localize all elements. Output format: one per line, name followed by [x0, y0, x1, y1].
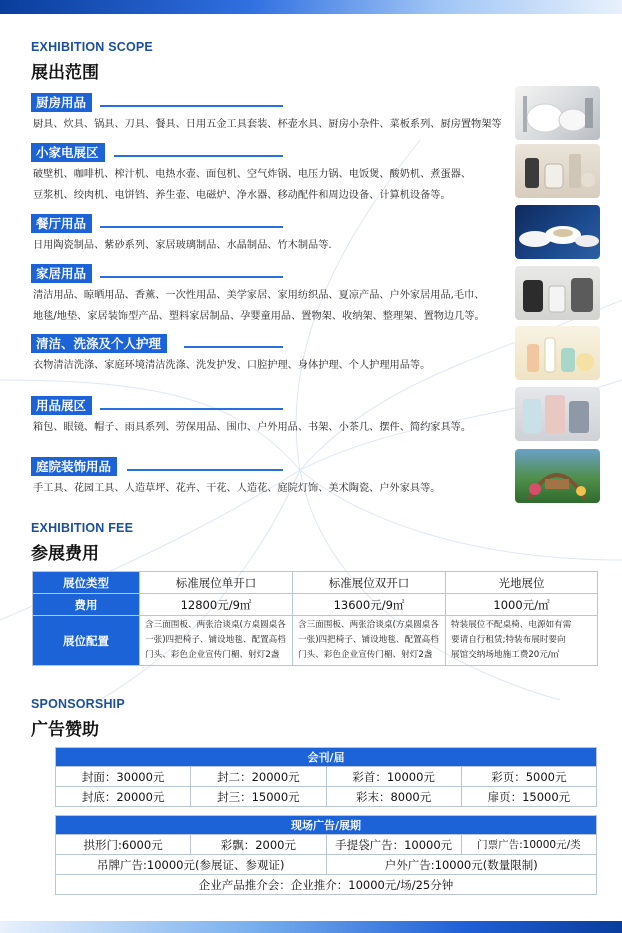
magazine-cell: 封底：20000元	[56, 787, 191, 807]
onsite-row	[56, 835, 597, 855]
category-underline	[127, 469, 283, 471]
magazine-header-row	[56, 748, 597, 767]
fee-label-price: 费用	[33, 594, 140, 616]
category-tag-goods: 用品展区	[31, 396, 92, 415]
fee-config-line: 门头、彩色企业宣传门楣、射灯2盏	[145, 650, 280, 660]
magazine-cell: 封三：15000元	[191, 787, 326, 807]
magazine-cell: 封面：30000元	[56, 767, 191, 787]
magazine-cell: 彩页：5000元	[461, 767, 596, 787]
onsite-cell: 吊牌广告:10000元(参展证、参观证)	[56, 855, 327, 875]
fee-config-line: 含三面围板、两张洽谈桌(方桌圆桌各	[298, 620, 439, 630]
fee-title-cn: 参展费用	[31, 544, 99, 564]
category-desc-kitchen: 厨具、炊具、锅具、刀具、餐具、日用五金工具套装、杯壶水具、厨房小杂件、菜板系列、厨房置物架等	[33, 119, 502, 130]
category-underline	[100, 226, 283, 228]
fee-row-config	[33, 616, 598, 666]
kitchenware-photo	[515, 86, 600, 140]
scope-title-en: EXHIBITION SCOPE	[31, 40, 153, 54]
scope-title-cn: 展出范围	[31, 63, 99, 83]
fee-config-single-open	[140, 616, 293, 666]
fee-type-raw-space: 光地展位	[446, 572, 598, 594]
onsite-cell: 彩飘：2000元	[191, 835, 326, 855]
fee-price-raw-space: 1000元/㎡	[446, 594, 598, 616]
category-desc-small-appliances: 破壁机、咖啡机、榨汁机、电热水壶、面包机、空气炸锅、电压力锅、电饭煲、酸奶机、煮蛋器、	[33, 169, 472, 180]
onsite-cell-promotion: 企业产品推介会：企业推介：10000元/场/25分钟	[56, 875, 597, 895]
magazine-ad-table	[55, 747, 597, 807]
category-desc-small-appliances-line2: 豆浆机、绞肉机、电饼铛、养生壶、电磁炉、净水器、移动配件和周边设备、计算机设备等。	[33, 190, 451, 201]
fee-config-line: 含三面围板、两张洽谈桌(方桌圆桌各	[145, 620, 286, 630]
onsite-header: 现场广告/展期	[56, 816, 597, 835]
onsite-row	[56, 875, 597, 895]
fee-type-double-open: 标准展位双开口	[293, 572, 446, 594]
magazine-cell: 彩首：10000元	[326, 767, 461, 787]
magazine-cell: 彩末：8000元	[326, 787, 461, 807]
magazine-cell: 扉页：15000元	[461, 787, 596, 807]
small-appliances-photo	[515, 144, 600, 198]
fee-config-line: 门头、彩色企业宣传门楣、射灯2盏	[298, 650, 433, 660]
category-desc-dining: 日用陶瓷制品、紫砂系列、家居玻璃制品、水晶制品、竹木制品等.	[33, 240, 332, 251]
magazine-row	[56, 767, 597, 787]
onsite-header-row	[56, 816, 597, 835]
fee-row-price	[33, 594, 598, 616]
fee-label-config: 展位配置	[33, 616, 140, 666]
onsite-cell: 门票广告:10000元/类	[461, 835, 596, 855]
category-desc-garden: 手工具、花园工具、人造草坪、花卉、干花、人造花、庭院灯饰、美术陶瓷、户外家具等。	[33, 483, 441, 494]
fee-price-single-open: 12800元/9㎡	[140, 594, 293, 616]
bottom-gradient-band	[0, 921, 622, 933]
onsite-row	[56, 855, 597, 875]
dining-tableware-photo	[515, 205, 600, 259]
category-underline	[114, 155, 283, 157]
fee-config-double-open	[293, 616, 446, 666]
magazine-row	[56, 787, 597, 807]
fee-row-type	[33, 572, 598, 594]
fee-config-line: 展馆交纳场地施工费20元/㎡	[451, 650, 560, 660]
sponsorship-title-en: SPONSORSHIP	[31, 697, 125, 711]
category-underline	[100, 276, 283, 278]
fee-label-type: 展位类型	[33, 572, 140, 594]
fee-title-en: EXHIBITION FEE	[31, 521, 134, 535]
onsite-cell: 拱形门:6000元	[56, 835, 191, 855]
category-tag-cleaning-care: 清洁、洗涤及个人护理	[31, 334, 167, 353]
garden-swing-photo	[515, 449, 600, 503]
category-tag-kitchen: 厨房用品	[31, 93, 92, 112]
luggage-photo	[515, 387, 600, 441]
fee-type-single-open: 标准展位单开口	[140, 572, 293, 594]
fee-config-line: 特装展位不配桌椅、电源如有需	[451, 620, 572, 630]
category-desc-cleaning-care: 衣物清洁洗涤、家庭环境清洁洗涤、洗发护发、口腔护理、身体护理、个人护理用品等。	[33, 360, 431, 371]
onsite-cell: 手提袋广告：10000元	[326, 835, 461, 855]
onsite-cell: 户外广告:10000元(数量限制)	[326, 855, 597, 875]
category-underline	[100, 408, 283, 410]
fee-config-line: 一张)四把椅子、铺设地毯、配置高档	[145, 635, 286, 645]
category-underline	[184, 346, 283, 348]
personal-care-photo	[515, 326, 600, 380]
sponsorship-title-cn: 广告赞助	[31, 720, 99, 740]
category-tag-garden: 庭院装饰用品	[31, 457, 117, 476]
top-gradient-band	[0, 0, 622, 14]
category-tag-dining: 餐厅用品	[31, 214, 92, 233]
onsite-ad-table	[55, 815, 597, 895]
fee-config-line: 一张)四把椅子、铺设地毯、配置高档	[298, 635, 439, 645]
fee-price-double-open: 13600元/9㎡	[293, 594, 446, 616]
fee-table	[32, 571, 598, 666]
fee-config-line: 要请自行租赁;特装布展时要向	[451, 635, 566, 645]
fee-config-raw-space	[446, 616, 598, 666]
category-tag-small-appliances: 小家电展区	[31, 143, 105, 162]
category-tag-home: 家居用品	[31, 264, 92, 283]
category-desc-home-line2: 地毯/地垫、家居装饰型产品、塑料家居制品、孕婴童用品、置物架、收纳架、整理架、置物边几等。	[33, 311, 485, 322]
magazine-cell: 封二：20000元	[191, 767, 326, 787]
category-desc-goods: 箱包、眼镜、帽子、雨具系列、劳保用品、围巾、户外用品、书架、小茶几、摆件、简约家具等。	[33, 422, 472, 433]
home-goods-photo	[515, 266, 600, 320]
category-underline	[100, 105, 283, 107]
magazine-header: 会刊/届	[56, 748, 597, 767]
category-desc-home: 清洁用品、晾晒用品、香薰、一次性用品、美学家居、家用纺织品、夏凉产品、户外家居用品,毛巾、	[33, 290, 485, 301]
